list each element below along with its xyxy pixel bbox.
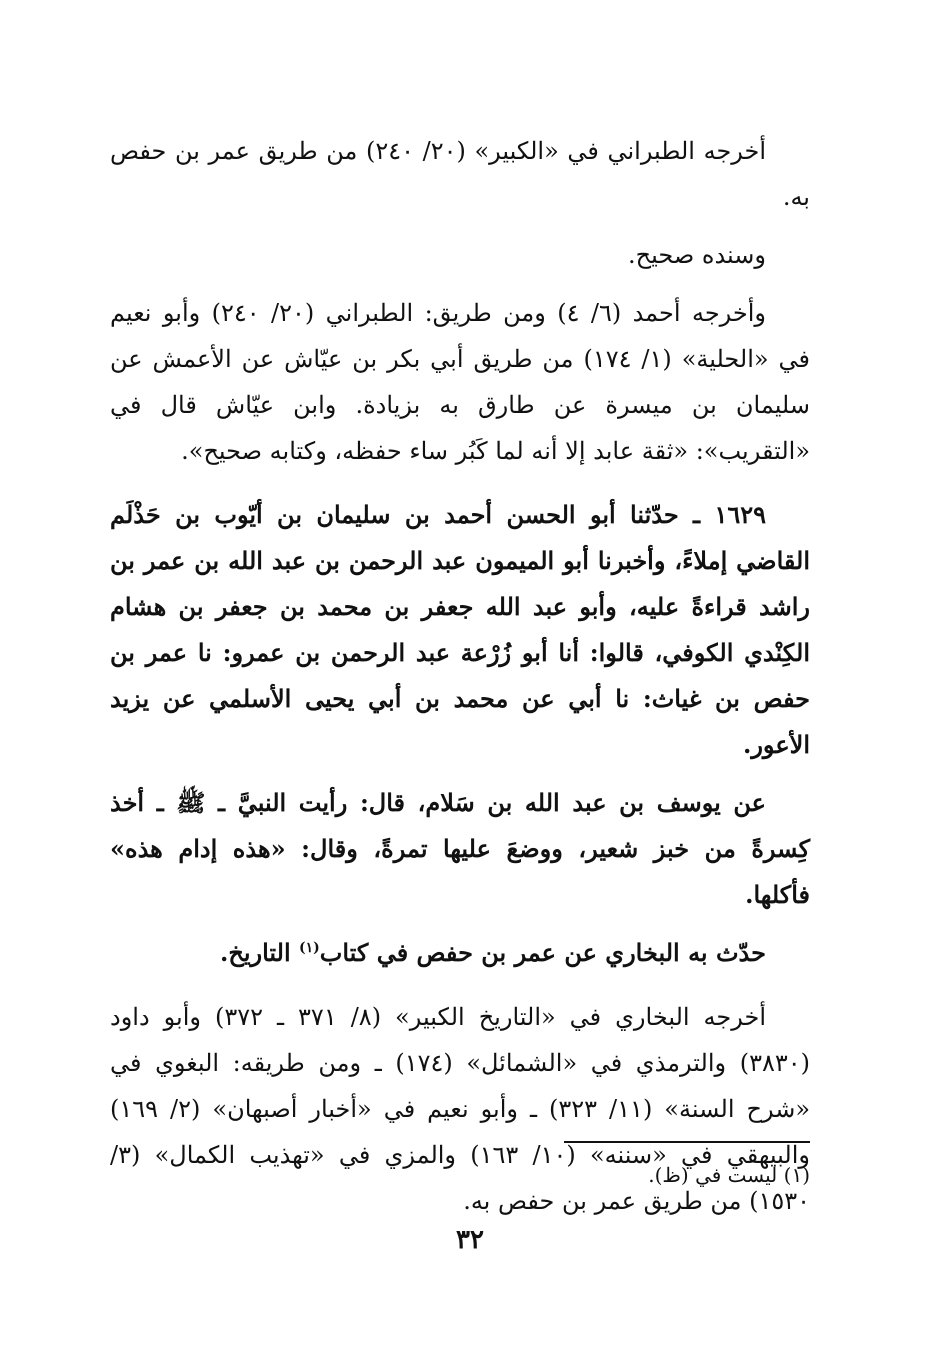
paragraph-takhrij-bukhari: أخرجه البخاري في «التاريخ الكبير» (٨/ ٣٧١ ـ ٣٧٢) وأبو داود (٣٨٣٠) والترمذي في «الشمائل» (١٧٤) ـ ومن طريقه: البغوي في «شرح السنة» (١١/ ٣٢٣) ـ وأبو نعيم في «أخبار أصبهان» (٢/ ١٦٩) والبيهقي في «سننه» (١٠/ ١٦٣) والمزي في «تهذيب الكمال» (٣/ ١٥٣٠) من طريق عمر بن حفص به. — [110, 1003, 811, 1215]
footnote-text: ليست في (ظ). — [648, 1163, 778, 1187]
paragraph-isnad-grade: وسنده صحيح. — [628, 241, 766, 269]
bukhari-note-text: حدّث به البخاري عن عمر بن حفص في كتاب — [319, 938, 766, 967]
page-body — [110, 128, 810, 1224]
footnote-marker: (١) — [783, 1163, 810, 1187]
paragraph-takhrij-ahmad: وأخرجه أحمد (٦/ ٤) ومن طريق: الطبراني (٢٠/ ٢٤٠) وأبو نعيم في «الحلية» (١/ ١٧٤) من طريق أبي بكر بن عيّاش عن الأعمش عن سليمان بن ميسرة عن طارق به بزيادة. وابن عيّاش قال في «التقريب»: «ثقة عابد إلا أنه لما كَبُر ساء حفظه، وكتابه صحيح». — [110, 299, 810, 465]
paragraph-bukhari-note — [110, 930, 810, 976]
hadith-number: ١٦٢٩ — [714, 500, 767, 529]
footnote — [648, 1160, 810, 1190]
hadith-isnad-text: ـ حدّثنا أبو الحسن أحمد بن سليمان بن أيّوب بن حَذْلَم القاضي إملاءً، وأخبرنا أبو الميمون عبد الرحمن بن عبد الله بن عمر بن راشد قراءةً عليه، وأبو عبد الله جعفر بن محمد بن جعفر بن هشام الكِنْدي الكوفي، قالوا: أنا أبو زُرْعة عبد الرحمن بن عمرو: نا عمر بن حفص بن غياث: نا أبي عن محمد بن أبي يحيى الأسلمي عن يزيد الأعور. — [110, 500, 810, 759]
paragraph-hadith-isnad — [110, 492, 810, 768]
bukhari-note-end: التاريخ. — [219, 938, 299, 967]
paragraph-takhrij-tabarani: أخرجه الطبراني في «الكبير» (٢٠/ ٢٤٠) من طريق عمر بن حفص به. — [110, 137, 810, 211]
footnote-divider — [564, 1141, 810, 1143]
page-number: ٣٢ — [456, 1225, 484, 1255]
footnote-reference: (١) — [298, 940, 320, 956]
paragraph-hadith-matn: عن يوسف بن عبد الله بن سَلام، قال: رأيت النبيَّ ـ ﷺ ـ أخذ كِسرةً من خبز شعير، ووضعَ عليها تمرةً، وقال: «هذه إدام هذه» فأكلها. — [110, 788, 810, 909]
